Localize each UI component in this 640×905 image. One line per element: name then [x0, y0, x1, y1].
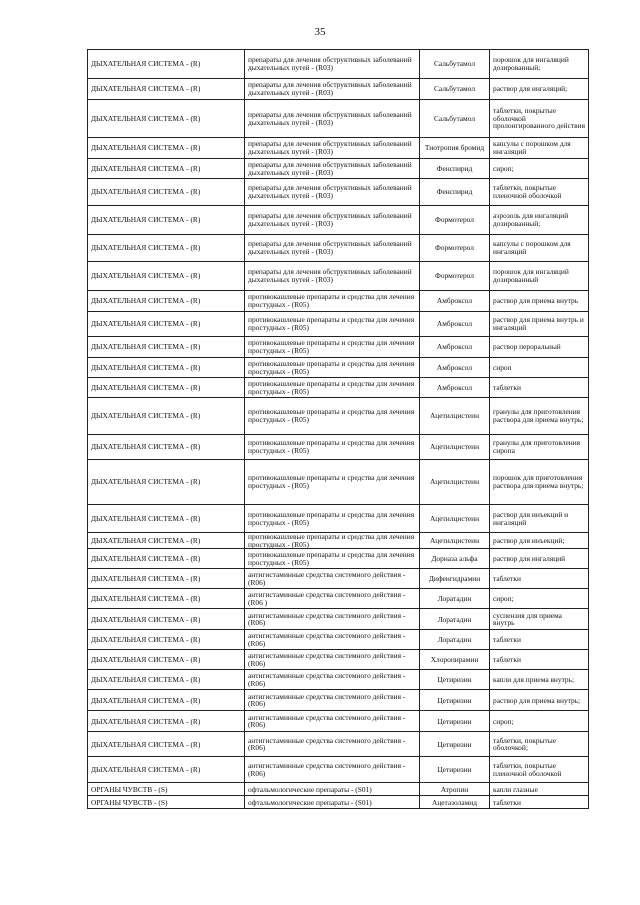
atc-cell: антигистаминные средства системного действия - (R06) — [245, 670, 420, 690]
group-cell: ДЫХАТЕЛЬНАЯ СИСТЕМА - (R) — [88, 100, 245, 138]
form-cell: таблетки — [490, 796, 589, 809]
atc-cell: антигистаминные средства системного действия - (R06) — [245, 650, 420, 670]
atc-cell: препараты для лечения обструктивных заболеваний дыхательных путей - (R03) — [245, 206, 420, 235]
form-cell: раствор для приема внутрь и ингаляций — [490, 312, 589, 337]
inn-cell: Цетиризин — [420, 711, 490, 732]
inn-cell: Хлоропирамин — [420, 650, 490, 670]
atc-cell: препараты для лечения обструктивных заболеваний дыхательных путей - (R03) — [245, 159, 420, 179]
group-cell: ДЫХАТЕЛЬНАЯ СИСТЕМА - (R) — [88, 711, 245, 732]
form-cell: таблетки — [490, 650, 589, 670]
table-row — [88, 549, 589, 569]
atc-cell: офтальмологические препараты - (S01) — [245, 796, 420, 809]
form-cell: раствор для инъекций и ингаляций — [490, 505, 589, 533]
table-row — [88, 50, 589, 79]
form-cell: порошок для приготовления раствора для приема внутрь; — [490, 460, 589, 505]
group-cell: ОРГАНЫ ЧУВСТВ - (S) — [88, 796, 245, 809]
group-cell: ДЫХАТЕЛЬНАЯ СИСТЕМА - (R) — [88, 159, 245, 179]
atc-cell: антигистаминные средства системного действия - (R06) — [245, 711, 420, 732]
form-cell: раствор пероральный — [490, 337, 589, 358]
form-cell: раствор для приема внутрь — [490, 291, 589, 312]
table-row — [88, 783, 589, 796]
inn-cell: Амброксол — [420, 337, 490, 358]
form-cell: таблетки — [490, 630, 589, 650]
form-cell: капли для приема внутрь; — [490, 670, 589, 690]
table-row — [88, 732, 589, 757]
atc-cell: препараты для лечения обструктивных заболеваний дыхательных путей - (R03) — [245, 179, 420, 206]
inn-cell: Цетиризин — [420, 670, 490, 690]
form-cell: капсулы с порошком для ингаляций — [490, 235, 589, 262]
inn-cell: Ацетилцистеин — [420, 398, 490, 435]
group-cell: ДЫХАТЕЛЬНАЯ СИСТЕМА - (R) — [88, 630, 245, 650]
atc-cell: антигистаминные средства системного действия - (R06 ) — [245, 589, 420, 609]
atc-cell: противокашлевые препараты и средства для лечения простудных - (R05) — [245, 533, 420, 549]
form-cell: гранулы для приготовления раствора для приема внутрь; — [490, 398, 589, 435]
form-cell: суспензия для приема внутрь — [490, 609, 589, 630]
form-cell: таблетки, покрытые оболочкой; — [490, 732, 589, 757]
group-cell: ДЫХАТЕЛЬНАЯ СИСТЕМА - (R) — [88, 549, 245, 569]
form-cell: сироп; — [490, 589, 589, 609]
inn-cell: Сальбутамол — [420, 79, 490, 100]
inn-cell: Формотерол — [420, 206, 490, 235]
form-cell: таблетки — [490, 378, 589, 398]
group-cell: ОРГАНЫ ЧУВСТВ - (S) — [88, 783, 245, 796]
atc-cell: противокашлевые препараты и средства для лечения простудных - (R05) — [245, 337, 420, 358]
form-cell: сироп — [490, 358, 589, 378]
group-cell: ДЫХАТЕЛЬНАЯ СИСТЕМА - (R) — [88, 460, 245, 505]
table-row — [88, 589, 589, 609]
atc-cell: антигистаминные средства системного действия - (R06) — [245, 732, 420, 757]
inn-cell: Амброксол — [420, 358, 490, 378]
inn-cell: Дорназа альфа — [420, 549, 490, 569]
inn-cell: Ацетазоламид — [420, 796, 490, 809]
atc-cell: антигистаминные средства системного действия - (R06) — [245, 609, 420, 630]
inn-cell: Тиотропия бромид — [420, 138, 490, 159]
atc-cell: препараты для лечения обструктивных заболеваний дыхательных путей - (R03) — [245, 50, 420, 79]
group-cell: ДЫХАТЕЛЬНАЯ СИСТЕМА - (R) — [88, 50, 245, 79]
inn-cell: Ацетилцистеин — [420, 460, 490, 505]
form-cell: таблетки — [490, 569, 589, 589]
table-row — [88, 533, 589, 549]
atc-cell: препараты для лечения обструктивных заболеваний дыхательных путей - (R03) — [245, 100, 420, 138]
form-cell: таблетки, покрытые пленочной оболочкой — [490, 757, 589, 783]
group-cell: ДЫХАТЕЛЬНАЯ СИСТЕМА - (R) — [88, 533, 245, 549]
group-cell: ДЫХАТЕЛЬНАЯ СИСТЕМА - (R) — [88, 138, 245, 159]
table-row — [88, 757, 589, 783]
table-row — [88, 711, 589, 732]
atc-cell: противокашлевые препараты и средства для лечения простудных - (R05) — [245, 378, 420, 398]
atc-cell: антигистаминные средства системного действия - (R06) — [245, 569, 420, 589]
atc-cell: антигистаминные средства системного действия - (R06) — [245, 757, 420, 783]
form-cell: таблетки, покрытые пленочной оболочкой — [490, 179, 589, 206]
form-cell: аэрозоль для ингаляций дозированный; — [490, 206, 589, 235]
table-row — [88, 206, 589, 235]
atc-cell: противокашлевые препараты и средства для лечения простудных - (R05) — [245, 505, 420, 533]
atc-cell: противокашлевые препараты и средства для лечения простудных - (R05) — [245, 549, 420, 569]
atc-cell: противокашлевые препараты и средства для лечения простудных - (R05) — [245, 398, 420, 435]
form-cell: раствор для приема внутрь; — [490, 690, 589, 711]
atc-cell: противокашлевые препараты и средства для лечения простудных - (R05) — [245, 312, 420, 337]
inn-cell: Фенспирид — [420, 159, 490, 179]
atc-cell: противокашлевые препараты и средства для лечения простудных - (R05) — [245, 291, 420, 312]
inn-cell: Ацетилцистеин — [420, 505, 490, 533]
table-row — [88, 398, 589, 435]
atc-cell: противокашлевые препараты и средства для лечения простудных - (R05) — [245, 460, 420, 505]
inn-cell: Формотерол — [420, 262, 490, 291]
inn-cell: Сальбутамол — [420, 50, 490, 79]
inn-cell: Ацетилцистеин — [420, 435, 490, 460]
table-row — [88, 312, 589, 337]
atc-cell: антигистаминные средства системного действия - (R06) — [245, 690, 420, 711]
inn-cell: Цетиризин — [420, 757, 490, 783]
inn-cell: Лоратадин — [420, 589, 490, 609]
group-cell: ДЫХАТЕЛЬНАЯ СИСТЕМА - (R) — [88, 378, 245, 398]
form-cell: капли глазные — [490, 783, 589, 796]
table-row — [88, 378, 589, 398]
form-cell: сироп; — [490, 711, 589, 732]
group-cell: ДЫХАТЕЛЬНАЯ СИСТЕМА - (R) — [88, 291, 245, 312]
group-cell: ДЫХАТЕЛЬНАЯ СИСТЕМА - (R) — [88, 670, 245, 690]
group-cell: ДЫХАТЕЛЬНАЯ СИСТЕМА - (R) — [88, 505, 245, 533]
atc-cell: антигистаминные средства системного действия - (R06) — [245, 630, 420, 650]
atc-cell: препараты для лечения обструктивных заболеваний дыхательных путей - (R03) — [245, 138, 420, 159]
group-cell: ДЫХАТЕЛЬНАЯ СИСТЕМА - (R) — [88, 235, 245, 262]
inn-cell: Цетиризин — [420, 690, 490, 711]
group-cell: ДЫХАТЕЛЬНАЯ СИСТЕМА - (R) — [88, 569, 245, 589]
table-row — [88, 650, 589, 670]
inn-cell: Формотерол — [420, 235, 490, 262]
drug-list-table — [87, 49, 589, 809]
form-cell: капсулы с порошком для ингаляций — [490, 138, 589, 159]
table-row — [88, 460, 589, 505]
atc-cell: препараты для лечения обструктивных заболеваний дыхательных путей - (R03) — [245, 262, 420, 291]
table-row — [88, 262, 589, 291]
table-row — [88, 630, 589, 650]
table-row — [88, 690, 589, 711]
group-cell: ДЫХАТЕЛЬНАЯ СИСТЕМА - (R) — [88, 179, 245, 206]
page-number: 35 — [314, 26, 326, 38]
inn-cell: Амброксол — [420, 378, 490, 398]
group-cell: ДЫХАТЕЛЬНАЯ СИСТЕМА - (R) — [88, 79, 245, 100]
inn-cell: Амброксол — [420, 291, 490, 312]
group-cell: ДЫХАТЕЛЬНАЯ СИСТЕМА - (R) — [88, 650, 245, 670]
table-row — [88, 79, 589, 100]
group-cell: ДЫХАТЕЛЬНАЯ СИСТЕМА - (R) — [88, 589, 245, 609]
form-cell: таблетки, покрытые оболочкой пролонгированного действия — [490, 100, 589, 138]
form-cell: раствор для ингаляций — [490, 549, 589, 569]
table-row — [88, 358, 589, 378]
inn-cell: Цетиризин — [420, 732, 490, 757]
inn-cell: Лоратадин — [420, 609, 490, 630]
group-cell: ДЫХАТЕЛЬНАЯ СИСТЕМА - (R) — [88, 262, 245, 291]
group-cell: ДЫХАТЕЛЬНАЯ СИСТЕМА - (R) — [88, 398, 245, 435]
table-row — [88, 138, 589, 159]
group-cell: ДЫХАТЕЛЬНАЯ СИСТЕМА - (R) — [88, 435, 245, 460]
table-row — [88, 609, 589, 630]
table-row — [88, 435, 589, 460]
table-row — [88, 179, 589, 206]
table-row — [88, 100, 589, 138]
table-row — [88, 505, 589, 533]
inn-cell: Амброксол — [420, 312, 490, 337]
atc-cell: препараты для лечения обструктивных заболеваний дыхательных путей - (R03) — [245, 79, 420, 100]
table-row — [88, 670, 589, 690]
group-cell: ДЫХАТЕЛЬНАЯ СИСТЕМА - (R) — [88, 690, 245, 711]
table-row — [88, 796, 589, 809]
inn-cell: Дифенгидрамин — [420, 569, 490, 589]
inn-cell: Фенспирид — [420, 179, 490, 206]
inn-cell: Атропин — [420, 783, 490, 796]
inn-cell: Сальбутамол — [420, 100, 490, 138]
group-cell: ДЫХАТЕЛЬНАЯ СИСТЕМА - (R) — [88, 312, 245, 337]
atc-cell: противокашлевые препараты и средства для лечения простудных - (R05) — [245, 358, 420, 378]
group-cell: ДЫХАТЕЛЬНАЯ СИСТЕМА - (R) — [88, 206, 245, 235]
group-cell: ДЫХАТЕЛЬНАЯ СИСТЕМА - (R) — [88, 358, 245, 378]
form-cell: сироп; — [490, 159, 589, 179]
table-row — [88, 235, 589, 262]
table-row — [88, 291, 589, 312]
group-cell: ДЫХАТЕЛЬНАЯ СИСТЕМА - (R) — [88, 732, 245, 757]
atc-cell: препараты для лечения обструктивных заболеваний дыхательных путей - (R03) — [245, 235, 420, 262]
inn-cell: Лоратадин — [420, 630, 490, 650]
form-cell: гранулы для приготовления сиропа — [490, 435, 589, 460]
form-cell: порошок для ингаляций дозированный — [490, 262, 589, 291]
table-row — [88, 569, 589, 589]
table-row — [88, 159, 589, 179]
group-cell: ДЫХАТЕЛЬНАЯ СИСТЕМА - (R) — [88, 757, 245, 783]
form-cell: раствор для инъекций; — [490, 533, 589, 549]
inn-cell: Ацетилцистеин — [420, 533, 490, 549]
form-cell: порошок для ингаляций дозированный; — [490, 50, 589, 79]
atc-cell: офтальмологические препараты - (S01) — [245, 783, 420, 796]
form-cell: раствор для ингаляций; — [490, 79, 589, 100]
group-cell: ДЫХАТЕЛЬНАЯ СИСТЕМА - (R) — [88, 609, 245, 630]
atc-cell: противокашлевые препараты и средства для лечения простудных - (R05) — [245, 435, 420, 460]
table-row — [88, 337, 589, 358]
group-cell: ДЫХАТЕЛЬНАЯ СИСТЕМА - (R) — [88, 337, 245, 358]
